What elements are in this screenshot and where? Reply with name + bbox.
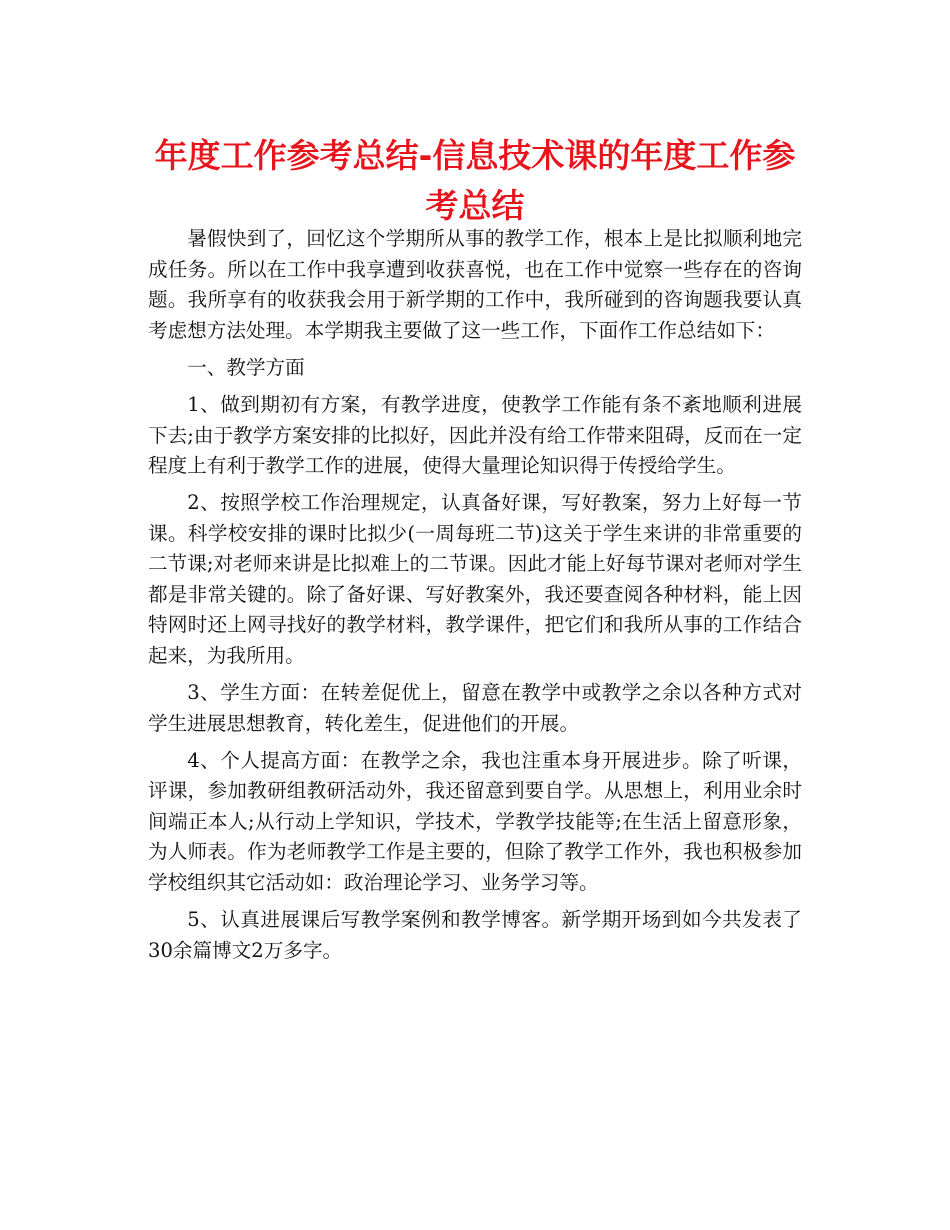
section-heading-teaching: 一、教学方面 <box>187 355 305 379</box>
paragraph-item-5: 5、认真进展课后写教学案例和教学博客。新学期开场到如今共发表了30余篇博文2万多字。 <box>148 908 802 962</box>
paragraph-item-3: 3、学生方面：在转差促优上，留意在教学中或教学之余以各种方式对学生进展思想教育，转化差生，促进他们的开展。 <box>148 681 802 735</box>
document-body <box>148 224 802 966</box>
paragraph-item-1: 1、做到期初有方案，有教学进度，使教学工作能有条不紊地顺利进展下去;由于教学方案安排的比拟好，因此并没有给工作带来阻碍，反而在一定程度上有利于教学工作的进展，使得大量理论知识得于传授给学生。 <box>148 393 802 478</box>
paragraph-item-2: 2、按照学校工作治理规定，认真备好课，写好教案，努力上好每一节课。科学校安排的课时比拟少(一周每班二节)这关于学生来讲的非常重要的二节课;对老师来讲是比拟难上的二节课。因此才能上好每节课对老师对学生都是非常关键的。除了备好课、写好教案外，我还要查阅各种材料，能上因特网时还上网寻找好的教学材料，教学课件，把它们和我所从事的工作结合起来，为我所用。 <box>148 491 802 667</box>
paragraph-intro: 暑假快到了，回忆这个学期所从事的教学工作，根本上是比拟顺利地完成任务。所以在工作中我享遭到收获喜悦，也在工作中觉察一些存在的咨询题。我所享有的收获我会用于新学期的工作中，我所碰到的咨询题我要认真考虑想方法处理。本学期我主要做了这一些工作，下面作工作总结如下： <box>148 227 802 342</box>
paragraph-item-4: 4、个人提高方面：在教学之余，我也注重本身开展进步。除了听课，评课，参加教研组教研活动外，我还留意到要自学。从思想上，利用业余时间端正本人;从行动上学知识，学技术，学教学技能等;在生活上留意形象，为人师表。作为老师教学工作是主要的，但除了教学工作外，我也积极参加学校组织其它活动如：政治理论学习、业务学习等。 <box>148 748 802 894</box>
document-title: 年度工作参考总结-信息技术课的年度工作参考总结 <box>154 136 796 225</box>
